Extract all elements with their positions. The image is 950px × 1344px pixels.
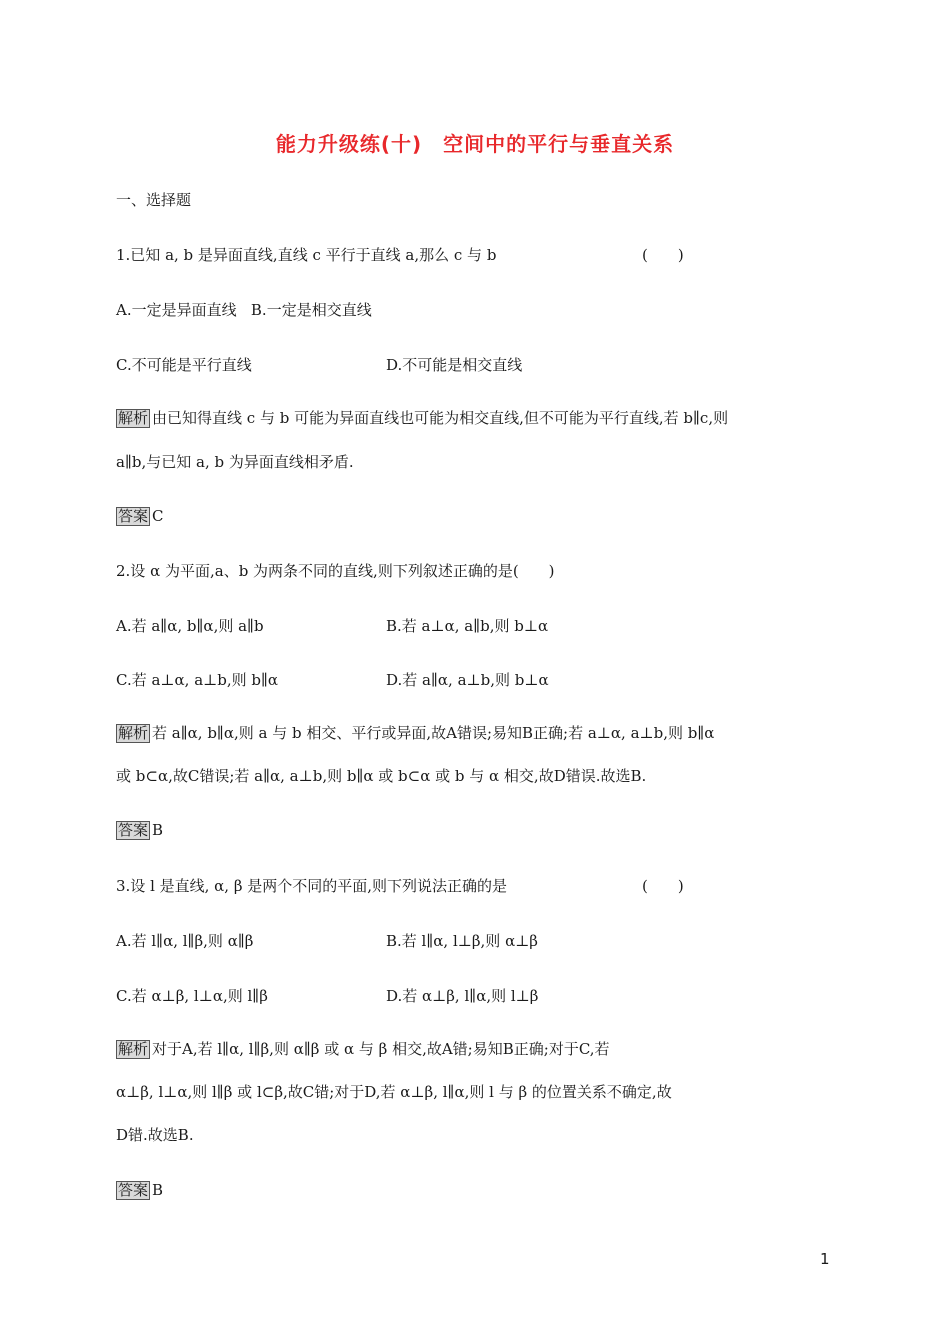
- q3-option-b: B.若 l∥α, l⊥β,则 α⊥β: [386, 932, 538, 950]
- answer-tag: 答案: [118, 1181, 149, 1199]
- q3-stem: 3.设 l 是直线, α, β 是两个不同的平面,则下列说法正确的是: [116, 877, 508, 895]
- q2-answer-value: B: [152, 821, 164, 839]
- q3-option-c: C.若 α⊥β, l⊥α,则 l∥β: [116, 987, 268, 1005]
- q3-answer-value: B: [152, 1181, 164, 1199]
- page-title: 能力升级练(十) 空间中的平行与垂直关系: [275, 132, 675, 156]
- analysis-tag: 解析: [118, 724, 149, 742]
- q3-analysis-text1: 对于A,若 l∥α, l∥β,则 α∥β 或 α 与 β 相交,故A错;易知B正确;对于C,若: [152, 1040, 610, 1058]
- answer-tag: 答案: [118, 821, 149, 839]
- analysis-tag: 解析: [118, 409, 149, 427]
- q1-analysis-text1: 由已知得直线 c 与 b 可能为异面直线也可能为相交直线,但不可能为平行直线,若 b∥c,则: [152, 409, 729, 427]
- q1-answer-value: C: [152, 507, 164, 525]
- q2-option-c: C.若 a⊥α, a⊥b,则 b∥α: [116, 671, 279, 689]
- q1-answer: [116, 506, 164, 526]
- q3-option-a: A.若 l∥α, l∥β,则 α∥β: [116, 932, 254, 950]
- answer-tag: 答案: [118, 507, 149, 525]
- q1-stem: 1.已知 a, b 是异面直线,直线 c 平行于直线 a,那么 c 与 b: [116, 246, 497, 264]
- q1-analysis-line2: a∥b,与已知 a, b 为异面直线相矛盾.: [116, 453, 354, 471]
- q3-answer: [116, 1180, 163, 1200]
- q2-analysis-line2: 或 b⊂α,故C错误;若 a∥α, a⊥b,则 b∥α 或 b⊂α 或 b 与 α 相交,故D错误.故选B.: [116, 767, 647, 785]
- q3-answer-paren: ( ): [642, 877, 684, 895]
- analysis-tag: 解析: [118, 1040, 149, 1058]
- q3-analysis-line1: [116, 1039, 610, 1059]
- q2-answer: [116, 820, 163, 840]
- q2-option-b: B.若 a⊥α, a∥b,则 b⊥α: [386, 617, 549, 635]
- q2-option-a: A.若 a∥α, b∥α,则 a∥b: [116, 617, 264, 635]
- q1-answer-paren: ( ): [642, 246, 684, 264]
- q1-option-c: C.不可能是平行直线: [116, 356, 252, 374]
- page-number: 1: [820, 1250, 830, 1268]
- q1-option-ab: A.一定是异面直线 B.一定是相交直线: [116, 301, 372, 319]
- q2-option-d: D.若 a∥α, a⊥b,则 b⊥α: [386, 671, 549, 689]
- q3-analysis-line2: α⊥β, l⊥α,则 l∥β 或 l⊂β,故C错;对于D,若 α⊥β, l∥α,则 l 与 β 的位置关系不确定,故: [116, 1083, 672, 1101]
- q1-option-d: D.不可能是相交直线: [386, 356, 523, 374]
- q2-stem: 2.设 α 为平面,a、b 为两条不同的直线,则下列叙述正确的是( ): [116, 562, 555, 580]
- q3-analysis-line3: D错.故选B.: [116, 1126, 194, 1144]
- section-heading: 一、选择题: [116, 191, 192, 209]
- q1-analysis-line1: [116, 408, 728, 428]
- q3-option-d: D.若 α⊥β, l∥α,则 l⊥β: [386, 987, 539, 1005]
- q2-analysis-text1: 若 a∥α, b∥α,则 a 与 b 相交、平行或异面,故A错误;易知B正确;若 a⊥α, a⊥b,则 b∥α: [152, 724, 715, 742]
- q2-analysis-line1: [116, 723, 714, 743]
